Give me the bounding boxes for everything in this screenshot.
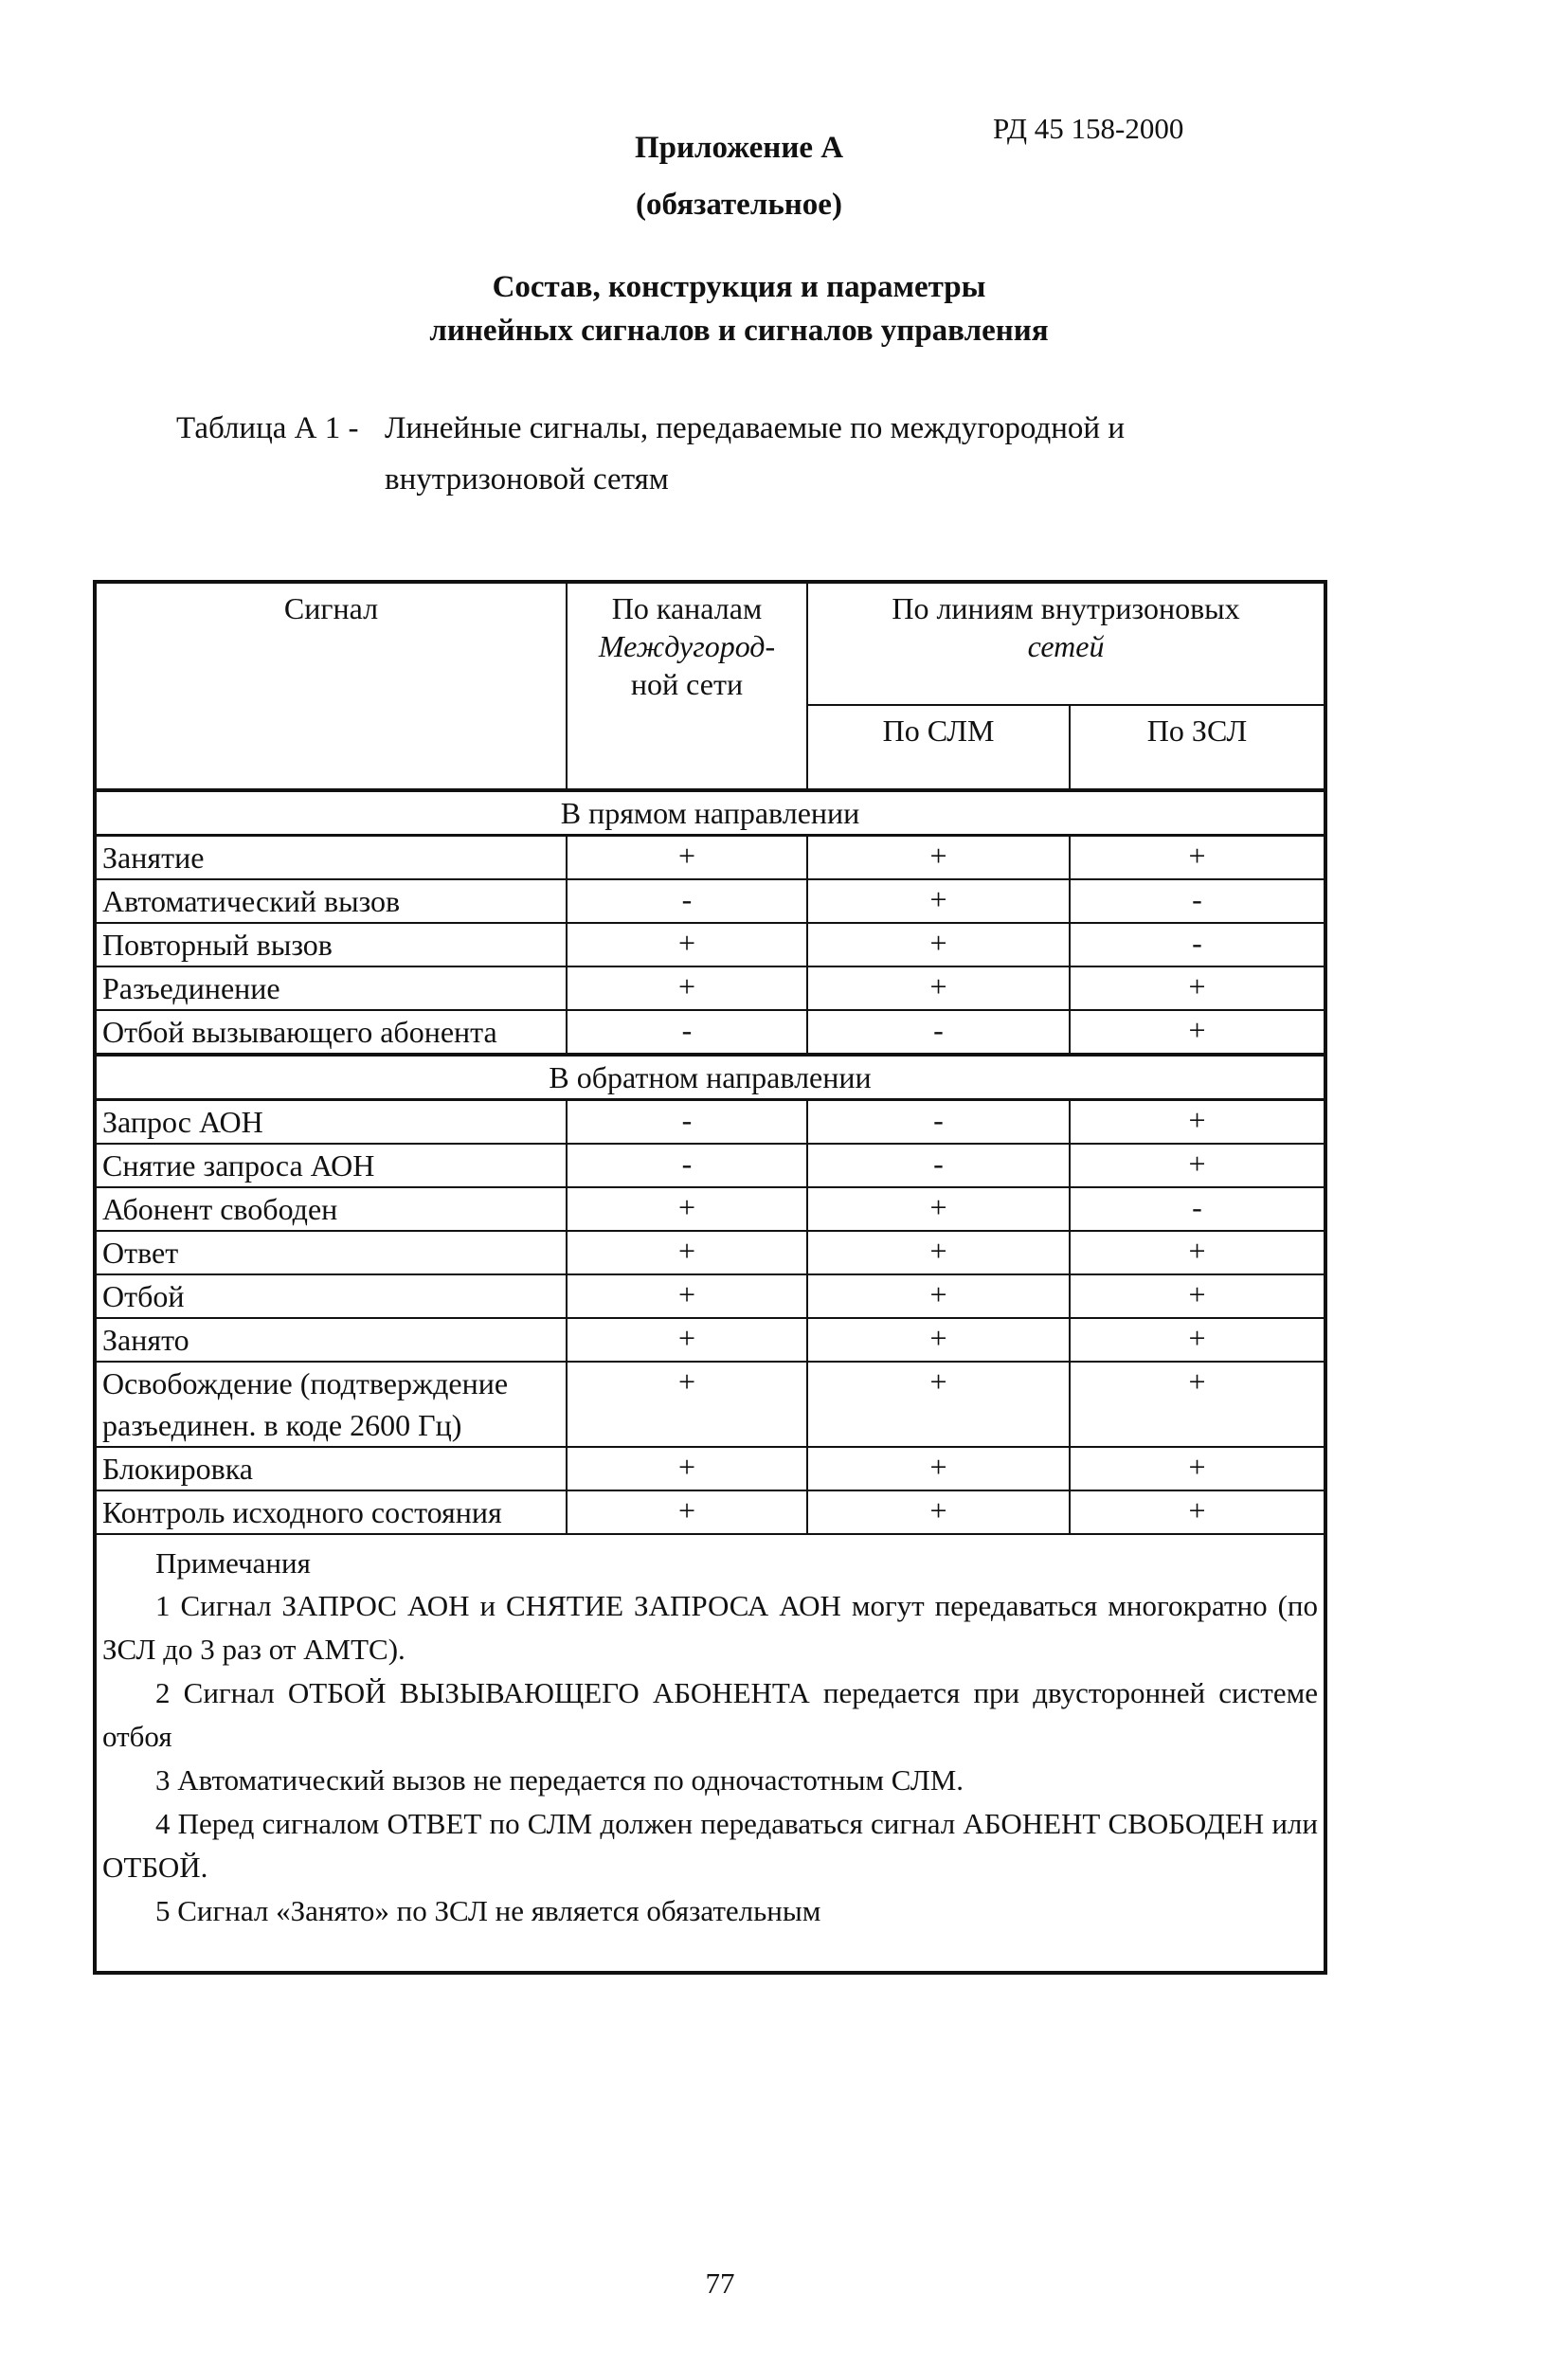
appendix-title: Приложение А [634, 131, 844, 165]
signal-name-cell: Запрос АОН [95, 1100, 567, 1145]
signal-table [93, 580, 1327, 1975]
note-item: 2 Сигнал ОТБОЙ ВЫЗЫВАЮЩЕГО АБОНЕНТА передается при двусторонней системе отбоя [102, 1676, 1318, 1753]
section-row [95, 1055, 1325, 1100]
page-number: 77 [705, 2267, 735, 2300]
document-code: РД 45 158-2000 [993, 112, 1184, 145]
table-caption-line-1: Линейные сигналы, передаваемые по междугородной и [385, 411, 1125, 445]
table-body [95, 790, 1325, 1973]
table-row [95, 1187, 1325, 1231]
intercity-mark-cell: - [567, 1010, 807, 1055]
intercity-mark-cell: - [567, 1144, 807, 1187]
table-row [95, 1274, 1325, 1318]
signal-name-cell: Автоматический вызов [95, 879, 567, 923]
table-row [95, 1231, 1325, 1274]
header-slm: По СЛМ [807, 705, 1070, 790]
table-row [95, 1100, 1325, 1145]
zsl-mark-cell: + [1070, 1490, 1325, 1534]
zsl-mark-cell: + [1070, 966, 1325, 1010]
intercity-mark-cell: + [567, 1490, 807, 1534]
slm-mark-cell: - [807, 1100, 1070, 1145]
section-title: В прямом направлении [95, 790, 1325, 836]
zsl-mark-cell: - [1070, 879, 1325, 923]
note-item: 5 Сигнал «Занято» по ЗСЛ не является обязательным [155, 1894, 821, 1927]
intercity-mark-cell: + [567, 1362, 807, 1447]
table-row [95, 923, 1325, 966]
header-intercity [567, 582, 807, 790]
note-item: 1 Сигнал ЗАПРОС АОН и СНЯТИЕ ЗАПРОСА АОН могут передаваться многократно (по ЗСЛ до 3 раз от АМТС). [102, 1589, 1318, 1666]
intercity-mark-cell: + [567, 923, 807, 966]
signal-name-cell: Абонент свободен [95, 1187, 567, 1231]
table-row [95, 1490, 1325, 1534]
intercity-mark-cell: - [567, 1100, 807, 1145]
note-item: 4 Перед сигналом ОТВЕТ по СЛМ должен передаваться сигнал АБОНЕНТ СВОБОДЕН или ОТБОЙ. [102, 1807, 1318, 1884]
signal-name-cell: Занятие [95, 836, 567, 880]
table-row [95, 1010, 1325, 1055]
zsl-mark-cell: + [1070, 1318, 1325, 1362]
table-row [95, 836, 1325, 880]
zsl-mark-cell: - [1070, 923, 1325, 966]
header-signal: Сигнал [95, 582, 567, 790]
signal-name-cell: Занято [95, 1318, 567, 1362]
slm-mark-cell: + [807, 923, 1070, 966]
section-heading-line-1: Состав, конструкция и параметры [492, 270, 986, 304]
table-row [95, 879, 1325, 923]
header-intrazone-line-1: По линиям внутризоновых [892, 591, 1240, 625]
table-caption-label: Таблица А 1 - [176, 411, 359, 445]
header-intercity-line-2: Междугород- [598, 629, 776, 663]
header-zsl: По ЗСЛ [1070, 705, 1325, 790]
table-caption-line-2: внутризоновой сетям [385, 462, 669, 497]
signal-name-cell: Освобождение (подтверждение разъединен. в коде 2600 Гц) [95, 1362, 567, 1447]
intercity-mark-cell: + [567, 836, 807, 880]
header-intercity-line-3: ной сети [630, 667, 744, 701]
signal-name-cell: Повторный вызов [95, 923, 567, 966]
zsl-mark-cell: - [1070, 1187, 1325, 1231]
intercity-mark-cell: + [567, 1274, 807, 1318]
slm-mark-cell: + [807, 1274, 1070, 1318]
header-intrazone-line-2: сетей [1027, 629, 1105, 663]
zsl-mark-cell: + [1070, 1010, 1325, 1055]
section-title: В обратном направлении [95, 1055, 1325, 1100]
slm-mark-cell: + [807, 1490, 1070, 1534]
table-row [95, 1144, 1325, 1187]
intercity-mark-cell: + [567, 1187, 807, 1231]
signal-name-cell: Блокировка [95, 1447, 567, 1490]
table-row [95, 1318, 1325, 1362]
intercity-mark-cell: + [567, 1231, 807, 1274]
table-row [95, 966, 1325, 1010]
zsl-mark-cell: + [1070, 1231, 1325, 1274]
slm-mark-cell: + [807, 1447, 1070, 1490]
signal-name-cell: Контроль исходного состояния [95, 1490, 567, 1534]
slm-mark-cell: + [807, 879, 1070, 923]
section-heading-line-2: линейных сигналов и сигналов управления [429, 314, 1049, 348]
intercity-mark-cell: + [567, 1447, 807, 1490]
slm-mark-cell: - [807, 1010, 1070, 1055]
intercity-mark-cell: + [567, 1318, 807, 1362]
zsl-mark-cell: + [1070, 1100, 1325, 1145]
section-row [95, 790, 1325, 836]
zsl-mark-cell: + [1070, 836, 1325, 880]
slm-mark-cell: + [807, 1362, 1070, 1447]
slm-mark-cell: + [807, 1231, 1070, 1274]
notes-title: Примечания [155, 1546, 311, 1580]
zsl-mark-cell: + [1070, 1362, 1325, 1447]
header-intercity-line-1: По каналам [611, 591, 763, 625]
signal-name-cell: Отбой [95, 1274, 567, 1318]
signal-name-cell: Отбой вызывающего абонента [95, 1010, 567, 1055]
notes-row [95, 1534, 1325, 1973]
intercity-mark-cell: + [567, 966, 807, 1010]
header-intrazone [807, 582, 1325, 705]
table-header-row [95, 582, 1325, 705]
table-row [95, 1447, 1325, 1490]
note-item: 3 Автоматический вызов не передается по одночастотным СЛМ. [155, 1763, 964, 1797]
table-row [95, 1362, 1325, 1447]
signal-name-cell: Разъединение [95, 966, 567, 1010]
slm-mark-cell: + [807, 1187, 1070, 1231]
signal-name-cell: Ответ [95, 1231, 567, 1274]
zsl-mark-cell: + [1070, 1144, 1325, 1187]
intercity-mark-cell: - [567, 879, 807, 923]
zsl-mark-cell: + [1070, 1447, 1325, 1490]
slm-mark-cell: + [807, 1318, 1070, 1362]
signal-name-cell: Снятие запроса АОН [95, 1144, 567, 1187]
slm-mark-cell: + [807, 836, 1070, 880]
notes-cell [95, 1534, 1325, 1973]
slm-mark-cell: + [807, 966, 1070, 1010]
slm-mark-cell: - [807, 1144, 1070, 1187]
appendix-status: (обязательное) [636, 188, 842, 222]
zsl-mark-cell: + [1070, 1274, 1325, 1318]
